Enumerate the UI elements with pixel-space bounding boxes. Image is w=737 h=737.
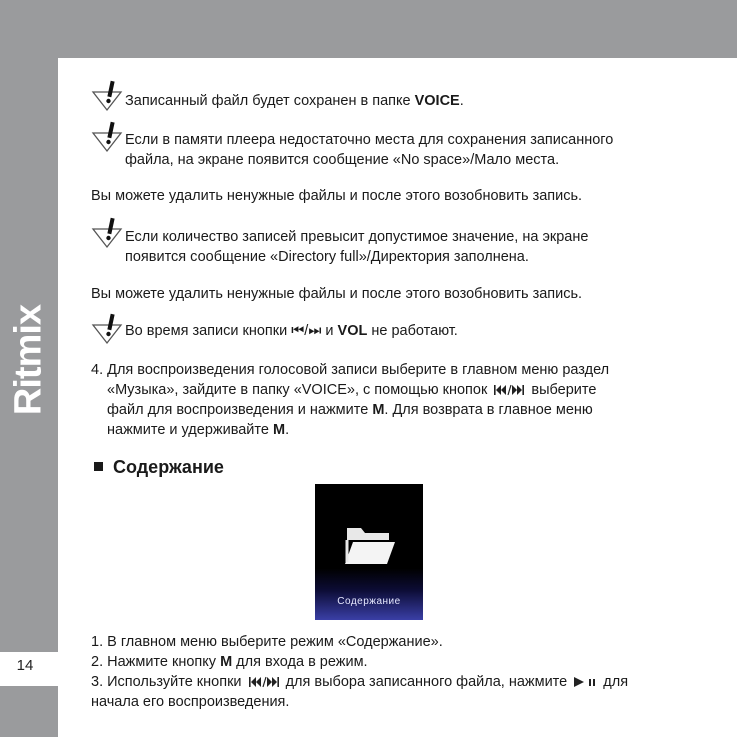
- prev-next-icon: ⏮/⏭: [291, 323, 322, 339]
- step-4-playback: 4. Для воспроизведения голосовой записи выберите в главном меню раздел «Музыка», зайдите в папку «VOICE», с помощью кнопок выберите файл для воспроизведения и нажмите M. Для возврата в главное меню нажмите и удерживайте M.: [91, 362, 610, 438]
- top-gray-band: [0, 0, 737, 58]
- paragraph-delete-files: Вы можете удалить ненужные файлы и после этого возобновить запись.: [91, 188, 583, 204]
- side-gray-band-lower: [0, 686, 58, 737]
- screen-caption: Содержание: [337, 596, 401, 607]
- steps-list: 1. В главном меню выберите режим «Содержание». 2. Нажмите кнопку M для входа в режим. 3. Используйте кнопки для выбора записанного файла, нажмите для начала его воспроизведения.: [91, 634, 629, 710]
- warning-icon: [91, 121, 125, 153]
- warning-icon: [91, 217, 125, 249]
- square-bullet-icon: [94, 462, 103, 471]
- play-pause-icon: [573, 676, 597, 688]
- folder-icon: [341, 518, 397, 568]
- prev-next-icon: [493, 384, 525, 396]
- player-screen-preview: [315, 484, 423, 620]
- prev-next-icon: [248, 676, 280, 688]
- brand-logo: Ritmix: [7, 304, 50, 416]
- warning-icon: [91, 80, 125, 112]
- page-number: 14: [16, 657, 34, 674]
- section-heading: Содержание: [94, 457, 224, 478]
- warning-icon: [91, 313, 125, 345]
- paragraph-delete-files-2: Вы можете удалить ненужные файлы и после этого возобновить запись.: [91, 286, 583, 302]
